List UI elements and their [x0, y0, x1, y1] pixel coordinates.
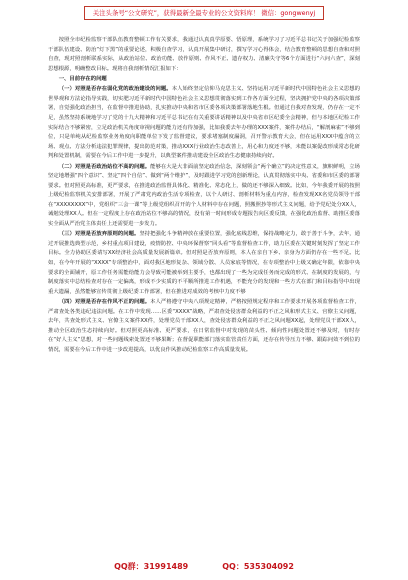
paragraph-political-stance — [48, 163, 360, 230]
paragraph-heading: （三）对照是否放弃原则的问题。 — [58, 231, 140, 238]
intro-paragraph: 按照全市纪检监察干部队伍教育整顿工作有关要求，我通过认真真学原要、悟原理，系统学习了习近平总书记关于加强纪检监察干部队伍建设、防治“灯下黑”的重要论述，积极自查学习，认真开展集中研讨，撰写学习心得体会，结合教育整顿的思想自查和对照自查，现对照剖析联系实际，从政治站位、政治功能、放作原则、作风不正、遗存权力、清廉失守等6个方面进行“六问六查”，深刻思想根源，明确整改目标。现将自我剖析情况汇报如下： — [48, 37, 360, 72]
paragraph-political-building — [48, 85, 360, 162]
top-banner — [0, 0, 408, 26]
paragraph-heading: （四）对照是否存在作风不正的问题。 — [58, 299, 151, 305]
footer-contacts — [0, 560, 408, 574]
qq-text: QQ：535304092 — [222, 562, 294, 571]
paragraph-heading: （一）对照是否存在弱化党的政治建设的问题。 — [58, 86, 172, 93]
paragraph-body: 能够在大是大非面前坚定政治信念，深刻领会“两个确立”的决定性意义，旗帜鲜明，立场坚定地增强“四个意识”、坚定“四个自信”、做到“两个维护”，及时跟进学习党的创新理论，认真贯彻落实中央、省委和市区委的部署要求。但对照更高标准，更严要求，在推进政治监督具体化、精准化、常态化上，做的还不够深入细致。比如，今年我委开展的按照上级纪检监察机关安排部署，开展了严肃党内政治生活专项检查，以个人研讨、剖析材料为重点内容，检查发现XX名党员领导干部在“XXXXXXXX”中，党组织“三会一课”等上级党组织召开的个人材料中存在问题，照搬照抄等形式主义问题，给予党纪处分XX人，诫勉处理XX人。但在一定程度上存在政治站位不够高的情况，没有第一时间形成专题报告向区委反馈，在强化政治监督、助推区委落实全面从严治党主体责任上还需要进一步发力。 — [48, 163, 361, 228]
paragraph-body: 坚持把强化斗争精神放在重要位置，强化底线思维，保持战略定力，敢于善于斗争，去年，通过开展推选典型示范，乡村重点项目建设，疫情防控、中央环保督察“回头看”等监督检查工作，助力区委在关键时刻发挥了坚定工作目标。全力协助区委请写XX经济社会高质量发展新篇章。但对照是否放弃原则，本人在亲自下乡、亲身为方面仍存在一些不足。比如，在今年开展的“XXXX”专项整治中，面对我区地形复杂、领域分散、人员家底等情况，在专项整治中上级又确定年限，依靠中央要求的全面铺开，原工作任务需能给能力会导致可能被举到主要手，也都出现了一些为完成任务而完成的形式、在制度的发展的，与制度落实中总结检查对存在一定偏离，形成不少实质的不平顺所推进工作机遇，不能充分的发现和一些方式在部门和目标指导中出现重大遗漏，虽然能够宣传贯彻上级纪委工作部署，但在推进对成效的考核中力度不够 — [48, 231, 360, 295]
section-heading: 一、目前存在的问题 — [58, 75, 107, 82]
document-body — [48, 36, 360, 356]
paragraph-principles — [48, 230, 360, 297]
paragraph-body: 本人严格遵守中央八项规定精神，严格按照规定程序和工作要求开展各项监督检查工作，严肃查处各类违纪违法问题。在工作中发现……区委“XXXX”战略，严肃查处侵害群众利益的不正之风和形式主义、官僚主义问题，去年，共查处形式主义、官僚主义案件XX件，处理党员干部XX人，查处侵害群众利益的不正之风问题XX起，处理党员干部XX人，推动全区政治生态持续向好。但对照更高标准、更严要求，在日常监督中对发现的苗头性、倾向性问题处置还不够及时，有时存在“好人主义”思想，对一些问题线索处置还不够果断；在督促职能部门落实监管责任方面，还存在传导压力不够、跟踪问效不到位的情况，需要在今后工作中进一步改进提高，以优良作风推动纪检监察工作高质量发展。 — [48, 299, 361, 353]
paragraph-heading: （二）对照是否政治站位不高的问题。 — [58, 163, 151, 170]
paragraph-body: 本人始终坚定信仰马克思主义、坚持运用习近平新时代中国特色社会主义思想的世界观和方法论指导实践，切实肥习近平新时代中国特色社会主义思想贯彻落实到工作各方面全过程，坚决拥护党中央的各项决策部署，自觉强化政治担当，在监督中推进协助，扎实推动中央和省市区委各项决策部署落地生根。但通过自我对查发现，仍存在一定不足，虽然坚持系统地学习了党的十九大精神和习近平总书记在有关重要讲话精神以及中央省市区纪委全会精神，但与本地区纪检工作实际结合不够紧密，立足政治机关角度审视问题的能力还有待加强，比如我委去年办理的XXX案件，案件办结后，“解剖麻雀”不够到位，只是单纯从纪检监察业务角度向职能单位下发了监督建议，要求堵塞制度漏洞，召开警示教育大会，但在运用XXX中蕴含的立场、观点、方法分析违法犯罪规律，提出防范对策，推动XXX行业政治生态改善上，用心和力度还不够，未能以案促改形成常态化研判和处置机制，需要在今后工作中进一步提升，以典型案件推动建设全区政治生态健康持续向好。 — [48, 86, 361, 160]
paragraph-work-style — [48, 298, 360, 356]
banner-text: 关注头条号“公文研究”，获得最新全最专业的公文资料库！ 微信：gongwenyj — [84, 6, 324, 20]
qq-group-text: QQ群：31991489 — [114, 562, 189, 571]
